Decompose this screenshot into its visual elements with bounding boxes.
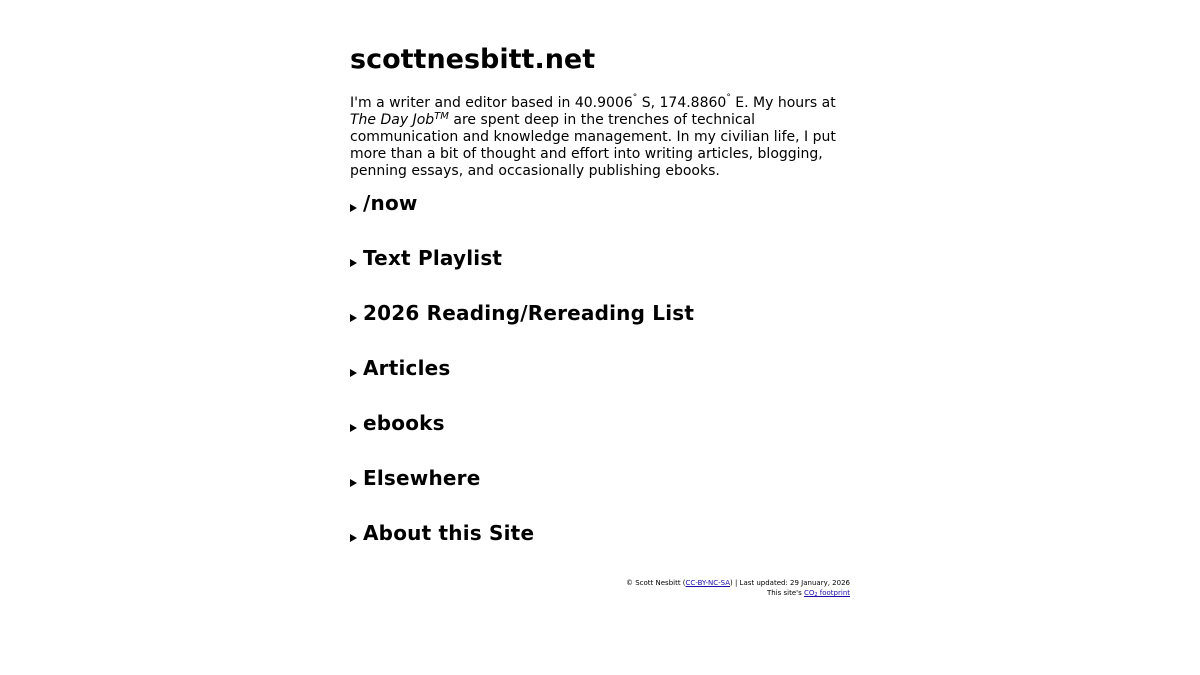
section-elsewhere[interactable] — [350, 463, 481, 493]
license-link[interactable]: CC-BY-NC-SA — [685, 579, 731, 587]
disclosure-triangle-icon — [350, 424, 357, 432]
day-job-text: The Day Job — [350, 112, 435, 128]
section-ebooks-label: ebooks — [363, 411, 445, 435]
degree-symbol: ° — [632, 93, 638, 103]
disclosure-triangle-icon — [350, 259, 357, 267]
co2-link-rest: footprint — [817, 589, 850, 597]
section-reading-list[interactable] — [350, 298, 694, 328]
footer — [350, 578, 850, 600]
section-about[interactable] — [350, 518, 534, 548]
section-text-playlist[interactable] — [350, 243, 502, 273]
disclosure-triangle-icon — [350, 314, 357, 322]
copyright-line — [350, 578, 850, 588]
section-about-label: About this Site — [363, 521, 535, 545]
copyright-prefix: © Scott Nesbitt ( — [626, 579, 686, 587]
co2-link-main: CO — [803, 589, 815, 597]
section-ebooks[interactable] — [350, 408, 445, 438]
co2-footprint-link[interactable] — [804, 589, 850, 597]
intro-text-4: are spent deep in the trenches of technical communication and knowledge management. In my civilian life, I put more than a bit of thought and effort into writing articles, blogging, penning essays, and occasionally publishing ebooks. — [350, 112, 836, 179]
section-text-playlist-label: Text Playlist — [363, 246, 503, 270]
co2-link-sub: 2 — [814, 592, 818, 598]
section-now[interactable] — [350, 188, 418, 218]
trademark-mark: TM — [434, 111, 449, 122]
disclosure-triangle-icon — [350, 204, 357, 212]
degree-symbol: ° — [726, 93, 731, 103]
section-elsewhere-label: Elsewhere — [363, 466, 481, 490]
disclosure-triangle-icon — [350, 479, 357, 487]
intro-text-3: E. My hours at — [730, 95, 836, 111]
copyright-suffix: ) | Last updated: 29 January, 2026 — [730, 579, 850, 587]
co2-line — [350, 588, 850, 600]
section-articles-label: Articles — [363, 356, 451, 380]
section-articles[interactable] — [350, 353, 451, 383]
intro-text-1: I'm a writer and editor based in 40.9006 — [350, 95, 633, 111]
disclosure-triangle-icon — [350, 534, 357, 542]
disclosure-triangle-icon — [350, 369, 357, 377]
section-now-label: /now — [363, 191, 418, 215]
intro-text-2: S, 174.8860 — [637, 95, 727, 111]
site-title: scottnesbitt.net — [350, 44, 596, 75]
section-reading-list-label: 2026 Reading/Rereading List — [363, 301, 695, 325]
co2-prefix: This site's — [766, 589, 804, 597]
intro-paragraph — [350, 95, 850, 180]
